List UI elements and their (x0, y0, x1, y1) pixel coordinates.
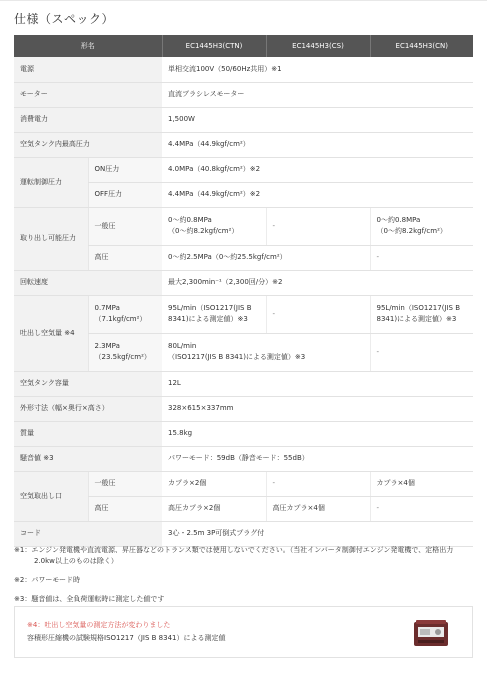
row-value: 12L (162, 371, 473, 396)
row-value: 最大2,300min⁻¹（2,300回/分）※2 (162, 270, 473, 295)
cell-line: 80L/min (168, 342, 197, 350)
cell-cn (370, 295, 473, 333)
row-value: 3心・2.5m 3P可倒式プラグ付 (162, 521, 473, 546)
cell-cs: - (266, 295, 370, 333)
notice-heading: ※4：吐出し空気量の測定方法が変わりました (27, 621, 171, 629)
cell-line: 2.3MPa (94, 342, 120, 350)
table-row (14, 157, 473, 182)
cell-cn: - (370, 333, 473, 371)
table-row (14, 396, 473, 421)
sub-label: 一般圧 (88, 207, 162, 245)
sub-label: 高圧 (88, 496, 162, 521)
measurement-notice-box (14, 606, 473, 658)
cell-line: 0～約0.8MPa (376, 216, 421, 224)
spec-table (14, 35, 473, 547)
row-value: 4.4MPa（44.9kgf/cm²）※2 (162, 182, 473, 207)
top-divider (0, 0, 487, 1)
header-cs: EC1445H3(CS) (266, 35, 370, 57)
cell-line: （0～約8.2kgf/cm²） (168, 227, 239, 235)
footnote-3: ※3：騒音値は、全負荷運転時に測定した値です (14, 595, 165, 603)
table-header-row (14, 35, 473, 57)
row-value: 1,500W (162, 107, 473, 132)
table-row (14, 421, 473, 446)
footnote-1-cont: 2.0kw以上のものは除く） (34, 557, 118, 565)
table-row (14, 295, 473, 333)
row-value: 直流ブラシレスモーター (162, 82, 473, 107)
footnote-1: ※1：エンジン発電機や直流電源、昇圧器などのトランス類では使用しないでください。（当社インバータ制御付エンジン発電機で、定格出力 (14, 546, 454, 554)
row-label: 空気タンク容量 (14, 371, 162, 396)
header-model: 形名 (14, 35, 162, 57)
row-value: 328×615×337mm (162, 396, 473, 421)
row-label: 取り出し可能圧力 (14, 207, 88, 270)
cell-cn: - (370, 245, 473, 270)
row-label: モーター (14, 82, 162, 107)
cell-line: （0～約8.2kgf/cm²） (376, 227, 447, 235)
row-label: 消費電力 (14, 107, 162, 132)
cell-line: 8341)による測定値）※3 (168, 315, 248, 323)
compressor-device-icon (413, 616, 449, 648)
row-label: 空気タンク内最高圧力 (14, 132, 162, 157)
sub-label: ON圧力 (88, 157, 162, 182)
row-label: 吐出し空気量 ※4 (14, 295, 88, 371)
row-label: 運転制御圧力 (14, 157, 88, 207)
cell-line: （7.1kgf/cm²） (94, 315, 147, 323)
cell-ctn: カプラ×2個 (162, 471, 266, 496)
row-label: 騒音値 ※3 (14, 446, 162, 471)
table-row (14, 132, 473, 157)
cell-cn: カプラ×4個 (370, 471, 473, 496)
row-label: コード (14, 521, 162, 546)
cell-cs: 高圧カプラ×4個 (266, 496, 370, 521)
sub-label (88, 295, 162, 333)
cell-line: 95L/min（ISO1217(JIS B (376, 304, 461, 312)
row-value: 0～約2.5MPa（0～約25.5kgf/cm²） (162, 245, 370, 270)
footnote-2: ※2：パワーモード時 (14, 576, 81, 584)
table-row (14, 471, 473, 496)
row-label: 回転速度 (14, 270, 162, 295)
row-label: 空気取出し口 (14, 471, 88, 521)
row-value: パワーモード：59dB（静音モード：55dB） (162, 446, 473, 471)
table-row (14, 107, 473, 132)
cell-cs: - (266, 207, 370, 245)
cell-cs: - (266, 471, 370, 496)
row-value (162, 333, 370, 371)
cell-cn (370, 207, 473, 245)
table-row (14, 446, 473, 471)
page-title: 仕様（スペック） (14, 12, 115, 26)
table-row (14, 57, 473, 82)
row-value: 15.8kg (162, 421, 473, 446)
cell-ctn (162, 207, 266, 245)
sub-label: 高圧 (88, 245, 162, 270)
cell-line: 8341)による測定値）※3 (376, 315, 457, 323)
cell-line: 0.7MPa (94, 304, 120, 312)
sub-label: 一般圧 (88, 471, 162, 496)
row-value: 単相交流100V（50/60Hz共用）※1 (162, 57, 473, 82)
table-row (14, 270, 473, 295)
table-row (14, 82, 473, 107)
row-value: 4.0MPa（40.8kgf/cm²）※2 (162, 157, 473, 182)
row-value: 4.4MPa（44.9kgf/cm²） (162, 132, 473, 157)
cell-ctn (162, 295, 266, 333)
header-cn: EC1445H3(CN) (370, 35, 473, 57)
cell-line: （ISO1217(JIS B 8341)による測定値）※3 (168, 353, 306, 361)
header-ctn: EC1445H3(CTN) (162, 35, 266, 57)
row-label: 電源 (14, 57, 162, 82)
table-row (14, 371, 473, 396)
notice-text: 容積形圧縮機の試験規格ISO1217（JIS B 8341）による測定値 (27, 634, 226, 642)
cell-cn: - (370, 496, 473, 521)
table-row (14, 521, 473, 546)
row-label: 質量 (14, 421, 162, 446)
footnotes (14, 545, 476, 613)
row-label: 外形寸法（幅×奥行×高さ） (14, 396, 162, 421)
cell-line: 95L/min（ISO1217(JIS B (168, 304, 252, 312)
cell-line: 0～約0.8MPa (168, 216, 212, 224)
sub-label: OFF圧力 (88, 182, 162, 207)
table-row (14, 207, 473, 245)
cell-line: （23.5kgf/cm²） (94, 353, 151, 361)
cell-ctn: 高圧カプラ×2個 (162, 496, 266, 521)
sub-label (88, 333, 162, 371)
